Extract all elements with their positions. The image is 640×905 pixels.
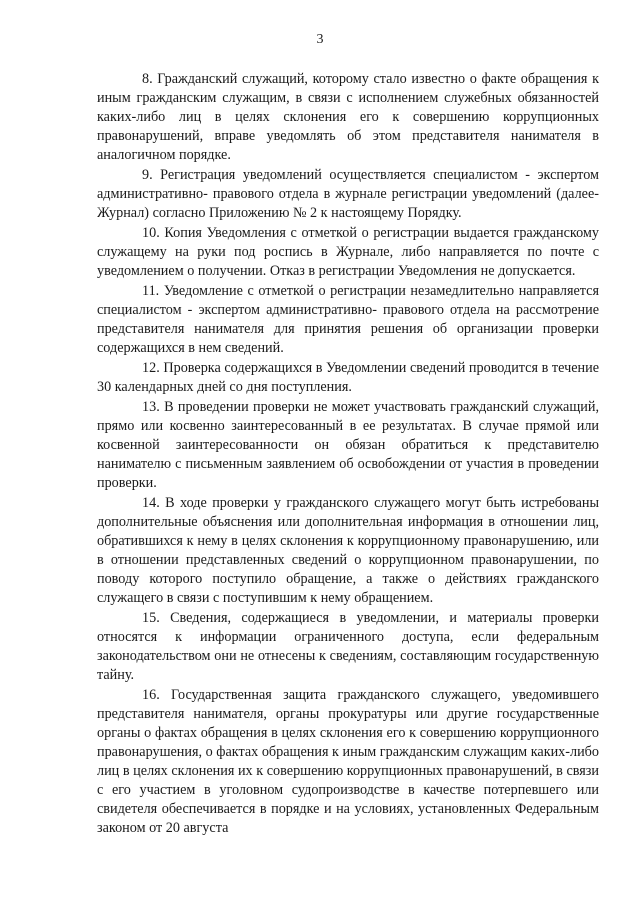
paragraph-15: 15. Сведения, содержащиеся в уведомлении, и материалы проверки относятся к информации ограниченного доступа, если федеральным законодательством они не отнесены к сведениям, составляющим государственную тайну. (97, 610, 599, 683)
document-body (97, 70, 599, 839)
paragraph-8: 8. Гражданский служащий, которому стало известно о факте обращения к иным гражданским служащим, в связи с исполнением служебных обязанностей каких-либо лиц в целях склонения его к совершению коррупционных правонарушений, вправе уведомлять об этом представителя нанимателя в аналогичном порядке. (97, 71, 599, 163)
paragraph-13: 13. В проведении проверки не может участвовать гражданский служащий, прямо или косвенно заинтересованный в ее результатах. В случае прямой или косвенной заинтересованности он обязан обратиться к представителю нанимателю с письменным заявлением об освобождении от участия в проведении проверки. (97, 399, 599, 491)
paragraph-10: 10. Копия Уведомления с отметкой о регистрации выдается гражданскому служащему на руки под роспись в Журнале, либо направляется по почте с уведомлением о получении. Отказ в регистрации Уведомления не допускается. (97, 225, 599, 279)
paragraph-9: 9. Регистрация уведомлений осуществляется специалистом - экспертом административно- правового отдела в журнале регистрации уведомлений (далее-Журнал) согласно Приложению № 2 к настоящему Порядку. (97, 167, 599, 221)
paragraph-14: 14. В ходе проверки у гражданского служащего могут быть истребованы дополнительные объяснения или дополнительная информация в отношении лиц, обратившихся к нему в целях склонения к коррупционному правонарушению, или в отношении представленных сведений о коррупционном правонарушении, по поводу которого поступило обращение, а также о действиях гражданского служащего в связи с поступившим к нему обращением. (97, 495, 599, 606)
page-number: 3 (316, 32, 324, 47)
paragraph-12: 12. Проверка содержащихся в Уведомлении сведений проводится в течение 30 календарных дней со дня поступления. (97, 360, 599, 395)
paragraph-16: 16. Государственная защита гражданского служащего, уведомившего представителя нанимателя, органы прокуратуры или другие государственные органы о фактах обращения в целях склонения его к совершению коррупционного правонарушения, о фактах обращения к иным гражданским служащим каких-либо лиц в целях склонения их к совершению коррупционных правонарушений, в связи с его участием в уголовном судопроизводстве в качестве потерпевшего или свидетеля обеспечивается в порядке и на условиях, установленных Федеральным законом от 20 августа (97, 687, 599, 836)
paragraph-11: 11. Уведомление с отметкой о регистрации незамедлительно направляется специалистом - экспертом административно- правового отдела на рассмотрение представителя нанимателя для принятия решения об организации проверки содержащихся в нем сведений. (97, 283, 599, 356)
